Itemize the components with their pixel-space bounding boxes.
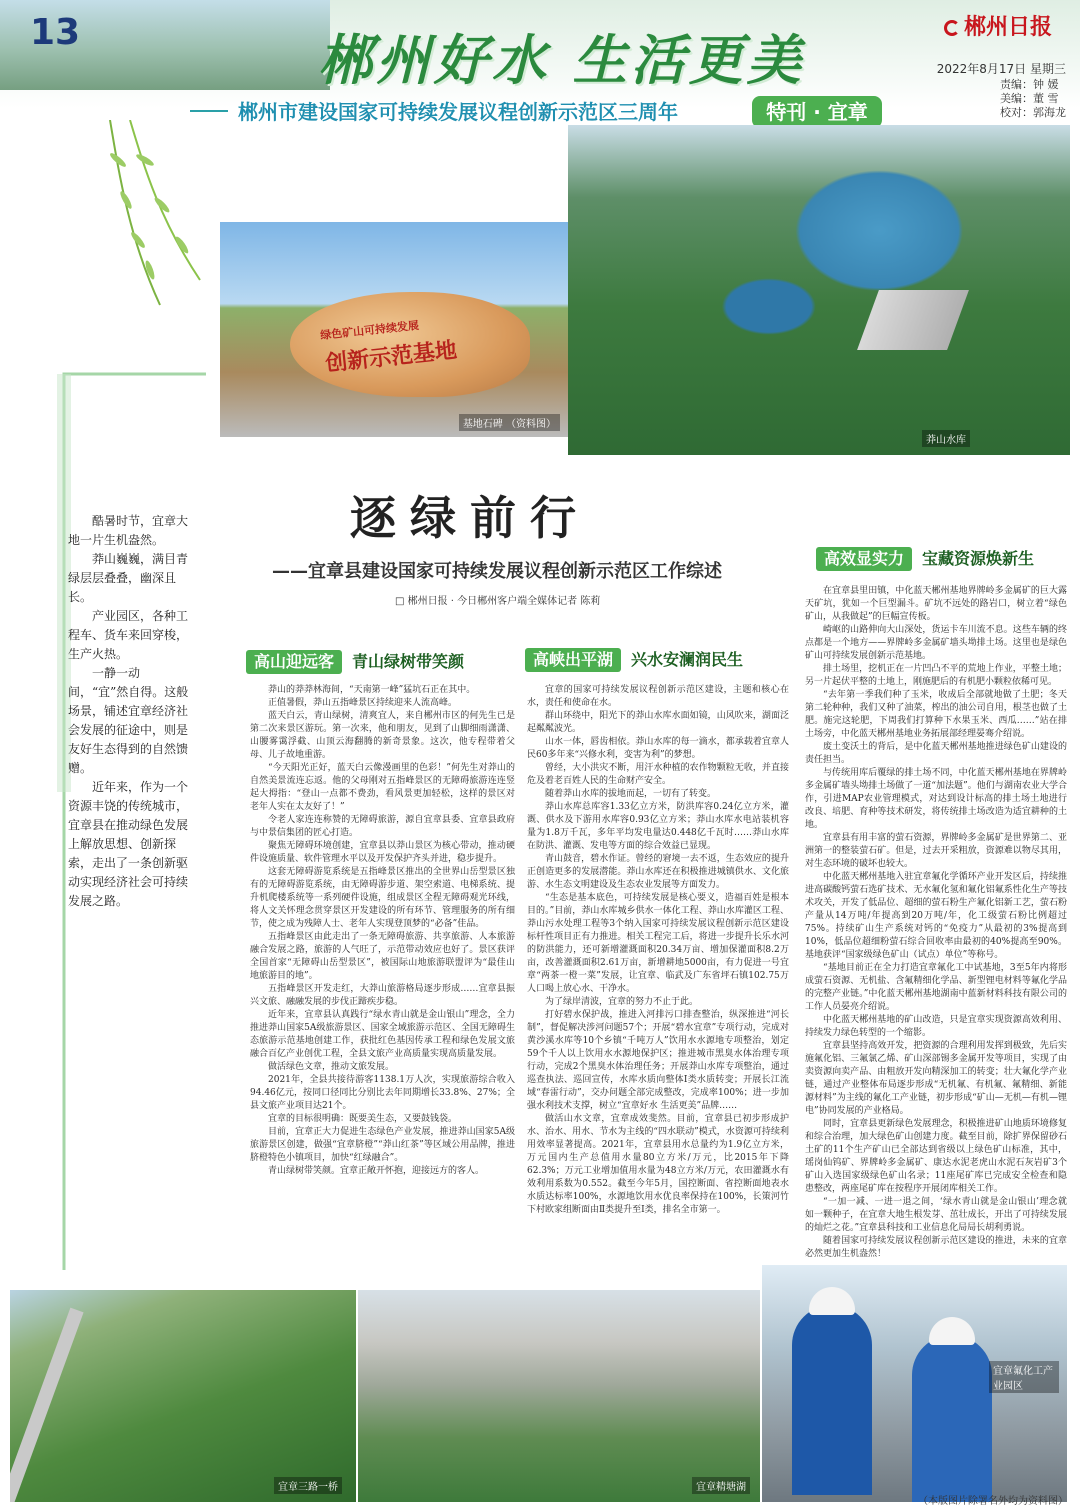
monument-text-line2: 创新示范基地 — [324, 337, 459, 377]
page-header — [0, 0, 1080, 135]
section-header-3 — [816, 547, 1034, 571]
monument-text-line1: 绿色矿山可持续发展 — [319, 318, 420, 343]
editor-line: 美编：董 雪 — [1000, 92, 1059, 105]
worker-figure — [912, 1335, 992, 1502]
special-issue-tag: 特刊 · 宜章 — [752, 96, 882, 128]
body-paragraph: 蓝天白云，青山绿树，清爽宜人，来自郴州市区的何先生已是第二次来景区游玩。第一次来，他和朋友，见到了山脚细雨潇潇、山腰雾霭浮截、山顶云海翻腾的新奇景象。这次，他专程带着父母、儿子故地重游。 — [250, 711, 515, 760]
photo-caption: 宜章氟化工产业园区 — [989, 1361, 1059, 1393]
article-title: 逐绿前行 — [350, 491, 590, 545]
photo-caption: 莽山水库 — [922, 430, 970, 447]
subtitle-dash — [190, 110, 228, 112]
photo-caption: 基地石碑 （资料图） — [459, 414, 560, 431]
body-paragraph: “基地目前正在全力打造宜章氟化工中试基地，3至5年内将形成萤石资源、无机盐、含氟精细化学品、新型锂电材料等氟化学品的完整产业链。”中化蓝天郴州基地湖南中蓝新材料科技有限公司的工作人员晏亮介绍说。 — [805, 963, 1067, 1012]
page-number: 13 — [30, 12, 81, 53]
willow-branch-icon — [90, 120, 220, 310]
body-paragraph: 与传统用库后覆绿的排土场不同，中化蓝天郴州基地在界牌岭多金属矿墙头坳排土场做了一道“加法题”。他们与湖南农业大学合作，引进MAP农业管理模式，对达到设计标高的排土场土地进行改良、培肥、育种等技术研发，将传统排土场改造为适宜耕种的土地。 — [805, 768, 1067, 830]
photo-caption: 宜章三路一桥 — [274, 1477, 342, 1494]
body-paragraph: 正值暑假，莽山五指峰景区持续迎来人流高峰。 — [268, 698, 458, 708]
body-paragraph: 中化蓝天郴州基地的矿山改造，只是宜章实现资源高效利用、持续发力绿色转型的一个缩影。 — [805, 1015, 1067, 1038]
body-paragraph: 山水一体，唇齿相依。莽山水库的每一滴水，都承载着宜章人民60多年来“兴修水利，变害为利”的梦想。 — [527, 737, 789, 760]
body-paragraph: 随着莽山水库的拔地而起，一切有了转变。 — [545, 789, 717, 799]
section-title: 青山绿树带笑颜 — [352, 652, 465, 671]
body-paragraph: 2021年，全县共接待游客1138.1万人次，实现旅游综合收入94.46亿元，按同口径同比分别比去年同期增长33.8%、27%；全县文旅产业项目达21个。 — [250, 1075, 515, 1111]
body-paragraph: 同时，宜章县更新绿色发展理念，积极推进矿山地质环境修复和综合治理，加大绿色矿山创建力度。截至目前，除扩界保留砂石土矿的11个生产矿山已全部达到省级以上绿色矿山标准，其中，瑶岗仙钨矿、界牌岭多金属矿、康达水泥老虎山水泥石灰岩矿3个矿山入选国家级绿色矿山名录；11座尾矿库已完成安全检查和隐患整改，两座尾矿库在按程序开展闭库相关工作。 — [805, 1119, 1067, 1194]
editor-line: 校对：郭海龙 — [1000, 106, 1066, 119]
issue-date: 2022年8月17日 星期三 — [936, 62, 1066, 76]
body-paragraph: 群山环绕中，阳光下的莽山水库水面如镜，山风吹来，湖面泛起粼粼波光。 — [527, 711, 789, 734]
body-paragraph: 近年来，宜章县认真践行“绿水青山就是金山银山”理念，全力推进莽山国家5A级旅游景区、国家全域旅游示范区、全国无障碍生态旅游示范基地创建工作，获批红色基因传承工程和绿色发展文旅融合百亿产业创优工程，全县文旅产业高质量实现高质量发展。 — [250, 1010, 515, 1059]
newspaper-brand — [944, 10, 1052, 41]
helmet-icon — [809, 1287, 855, 1315]
section-tag: 高效显实力 — [816, 547, 912, 571]
photo-yizhang-roads-bridge — [10, 1290, 356, 1502]
body-paragraph: 崎岖的山路伸向大山深处，货运卡车川流不息。这些车辆的终点都是一个地方——界牌岭多金属矿墙头坳排土场。这里也是绿色矿山可持续发展创新示范基地。 — [805, 625, 1067, 661]
section-title: 兴水安澜润民生 — [631, 650, 744, 669]
intro-paragraph: 莽山巍巍，满目青绿层层叠叠，幽深且长。 — [68, 552, 189, 604]
body-paragraph: 聚焦无障碍环境创建，宜章县以莽山景区为核心带动，推动硬件设施质量、软件管理水平以及开发保护齐头并进，稳步提升。 — [250, 841, 515, 864]
body-paragraph: 宜章县有用丰富的萤石资源，界牌岭多金属矿是世界第二、亚洲第一的整装萤石矿。但是，过去开采粗放，资源难以物尽其用，对生态环境的破坏也较大。 — [805, 833, 1067, 869]
body-paragraph: 中化蓝天郴州基地入驻宜章氟化学循环产业开发区后，持续推进高碳酸钙萤石选矿技术、无水氟化氢和氟化铝氟系性化生产等技术攻关，开发了低品位、超细的萤石粉生产氟化铝新工艺，萤石粉产量从14万吨/年提高到20万吨/年，化工级萤石粉比例超过75%。持续矿山生产系统对钙的“免疫力”从最初的3%提高到10%，低品位超细粉萤石综合回收率由最初的40%提高至90%。基地获评“国家级绿色矿山（试点）单位”等称号。 — [805, 872, 1067, 960]
header-slogan: 郴州好水 生活更美 — [318, 28, 805, 92]
body-paragraph: 宜章县坚持高效开发，把资源的合理利用发挥到极致，先后实施氟化铝、三氟氯乙烯、矿山深部锡多金属开发等项目，实现了由卖资源向卖产品、由粗放开发向精深加工的转变；壮大氟化学产业链，通过产业整体布局逐步形成“无机氟、有机氟、氟精细、新能源材料”为主线的氟化工产业链，初步形成“矿山—无机—有机—锂电”协同发展的产业格局。 — [805, 1041, 1067, 1116]
section-tag: 高峡出平湖 — [525, 648, 621, 672]
photo-credit-note: （本版图片除署名外均为资料图） — [918, 1496, 1068, 1507]
body-paragraph: “生态是基本底色，可持续发展是核心要义，造福百姓是根本目的。”目前，莽山水库城乡供水一体化工程、莽山水库灌区工程、莽山污水处理工程等3个纳入国家可持续发展议程创新示范区建设标杆性项目正有力推进。相关工程完工后，将进一步提升长乐水河的防洪能力，还可新增灌溉面积20.34万亩、增加保灌面积8.2万亩，改善灌溉面积2.61万亩，新增耕地5000亩，有力促进一号宜章“两茶一橙一菜”发展，让宜章、临武及广东省坪石镇102.75万人口喝上放心水、干净水。 — [527, 893, 789, 994]
body-paragraph: 废土变沃土的背后，是中化蓝天郴州基地推进绿色矿山建设的责任担当。 — [805, 742, 1067, 765]
section-title: 宝藏资源焕新生 — [922, 549, 1035, 568]
body-paragraph: “一加一减、一进一退之间，‘绿水青山就是金山银山’理念就如一颗种子，在宜章大地生根发芽、茁壮成长，开出了可持续发展的灿烂之花。”宜章县科技和工业信息化局局长胡利勇说。 — [805, 1197, 1067, 1233]
article-column-1 — [250, 684, 515, 1284]
brand-name: 郴州日报 — [963, 14, 1052, 40]
body-paragraph: 打好碧水保护战，推进入河排污口排查整治，纵深推进“河长制”，督促解决涉河问题57个；开展“碧水宜章”专项行动，完成对黄沙溪水库等10个乡镇“千吨万人”饮用水水源地专项整治，划定59个千人以上饮用水水源地保护区；推进城市黑臭水体治理专项行动，完成2个黑臭水体治理任务；开展莽山水库专项整治，通过巡查执法、巡回宣传，水库水质向整体Ⅰ类水质转变；开展长江流域“春雷行动”，交办问题全部完成整改，完成率100%；进一步加强水利技术支撑，树立“宜章好水 生活更美”品牌…… — [527, 1010, 789, 1111]
body-paragraph: “去年第一季我们种了玉米，收成后全部就地做了土肥；冬天第二轮种种，我们又种了油菜，榨出的油公司自用，根茎也做了土肥。施完这轮肥，下周我们打算种下水果玉米、西瓜……”站在排土场旁，中化蓝天郴州基地业务拓展部经理晏骞介绍说。 — [805, 690, 1067, 739]
intro-paragraph: 酷暑时节，宜章大地一片生机盎然。 — [68, 514, 189, 547]
intro-lede — [68, 512, 198, 911]
body-paragraph: 宜章的目标很明确：既要美生态，又要鼓钱袋。 — [268, 1114, 458, 1124]
brand-logo-icon — [944, 20, 960, 36]
body-paragraph: 青山鼓音，碧水作证。曾经的窘境一去不返，生态效应的提升正创造更多的发展潜能。莽山水库还在积极推进城镇供水、文化旅游、水生态文明建设及生态农业发展等方面发力。 — [527, 854, 789, 890]
highway — [10, 1308, 84, 1502]
photo-caption: 宜章精塘湖 — [692, 1477, 750, 1494]
editor-credits — [1000, 78, 1066, 120]
article-byline: □ 郴州日报 · 今日郴州客户端全媒体记者 陈莉 — [395, 596, 601, 607]
body-paragraph: 莽山的莽莽林海间，“天南第一峰”猛坑石正在其中。 — [268, 685, 476, 695]
header-subtitle: 郴州市建设国家可持续发展议程创新示范区三周年 — [238, 100, 678, 124]
photo-fluorochemical-park — [762, 1265, 1067, 1502]
body-paragraph: 五指峰景区开发走红，大莽山旅游格局逐步形成……宜章县振兴文旅、融融发展的步伐正蹄疾步稳。 — [250, 984, 515, 1007]
body-paragraph: 随着国家可持续发展议程创新示范区建设的推进，未来的宜章必然更加生机盎然！ — [805, 1236, 1067, 1259]
body-paragraph: 做活绿色文章，推动文旅发展。 — [268, 1062, 395, 1072]
body-paragraph: 宜章的国家可持续发展议程创新示范区建设，主题和核心在水，责任和使命在水。 — [527, 685, 789, 708]
section-header-2 — [525, 648, 743, 672]
section-header-1 — [246, 650, 464, 674]
body-paragraph: 为了绿岸清波，宜章的努力不止于此。 — [545, 997, 699, 1007]
body-paragraph: 在宜章县里田镇，中化蓝天郴州基地界牌岭多金属矿的巨大露天矿坑，犹如一个巨型漏斗。矿坑不远处的路岩口，树立着“绿色矿山，从我做起”的巨幅宣传板。 — [805, 586, 1067, 622]
intro-paragraph: 近年来，作为一个资源丰饶的传统城市，宜章县在推动绿色发展上解放思想、创新探索，走出了一条创新驱动实现经济社会可持续发展之路。 — [68, 780, 189, 908]
article-column-3 — [805, 585, 1067, 1275]
intro-paragraph: 产业园区，各种工程车、货车来回穿梭，生产火热。 — [68, 609, 189, 661]
intro-paragraph: 一静一动间，“宜”然自得。这般场景，铺述宜章经济社会发展的征途中，则是友好生态得到的自然馈赠。 — [68, 666, 189, 775]
body-paragraph: 排土场里，挖机正在一片凹凸不平的荒地上作业，平整土地；另一片起伏平整的土地上，刚施肥后的有机肥小颗粒依稀可见。 — [805, 664, 1067, 687]
article-column-2 — [527, 684, 789, 1334]
helmet-icon — [929, 1317, 975, 1345]
body-paragraph: 莽山水库总库容1.33亿立方米，防洪库容0.24亿立方米，灌溉、供水及下游用水库容0.93亿立方米；莽山水库水电站装机容量为1.8万千瓦，多年平均发电量达0.448亿千瓦时……莽山水库在防洪、灌溉、发电等方面的综合效益已显现。 — [527, 802, 789, 851]
photo-jingtang-lake — [358, 1290, 760, 1502]
body-paragraph: “今天阳光正好，蓝天白云像漫画里的色彩！”何先生对莽山的自然美景流连忘返。他的父母刚对五指峰景区的无障碍旅游连连竖起大拇指：“登山一点都不费劲，看风景更加轻松，这样的景区对老年人实在太友好了！” — [250, 763, 515, 812]
section-tag: 高山迎远客 — [246, 650, 342, 674]
editor-line: 责编：钟 媛 — [1000, 78, 1059, 91]
worker-figure — [792, 1305, 872, 1495]
body-paragraph: 目前，宜章正大力促进生态绿色产业发展，推进莽山国家5A级旅游景区创建，做强“宜章脐橙”“莽山红茶”等区域公用品牌，推进脐橙特色小镇项目，加快“红绿融合”。 — [250, 1127, 515, 1163]
body-paragraph: 曾经，大小洪灾不断，用汗水种植的农作物颗粒无收，并直接危及着老百姓人民的生命财产安全。 — [527, 763, 789, 786]
article-subtitle: ——宜章县建设国家可持续发展议程创新示范区工作综述 — [272, 561, 722, 582]
body-paragraph: 这套无障碍游览系统是五指峰景区推出的全世界山岳型景区独有的无障碍游览系统，由无障碍游步道、架空索道、电梯系统、提升机爬楼系统等一系列硬件设施，组成景区全程无障碍观光环线，将人文关怀理念贯穿景区开发建设的所有环节、管理服务的所有细节，使之成为残障人士、老年人实现登顶梦的“必备”佳品。 — [250, 867, 515, 929]
body-paragraph: 五指峰景区由此走出了一条无障碍旅游、共享旅游、人本旅游融合发展之路，旅游的人气旺了，示范带动效应也好了。景区获评全国首家“无障碍山岳型景区”，被国际山地旅游联盟评为“最佳山地旅游目的地”。 — [250, 932, 515, 981]
header-subtitle-band — [190, 96, 750, 126]
body-paragraph: 青山绿树带笑颜。宜章正敞开怀抱，迎接远方的客人。 — [268, 1166, 485, 1176]
body-paragraph: 做活山水文章，宜章成效斐然。目前，宜章县已初步形成护水、治水、用水、节水为主线的“四水联动”模式，水资源可持续利用效率显著提高。2021年，宜章县用水总量约为1.9亿立方米，万元国内生产总值用水量80立方米/万元，比2015年下降62.3%；万元工业增加值用水量为48立方米/万元，农田灌溉水有效利用系数为0.552。截至今年5月，国控断面、省控断面地表水水质达标率100%，水源地饮用水优良率保持在100%，长策河竹下村欧家组断面由Ⅱ类提升至Ⅰ类，排名全市第一。 — [527, 1114, 789, 1215]
dam-structure — [857, 290, 969, 350]
body-paragraph: 令老人家连连称赞的无障碍旅游，源自宜章县委、宜章县政府与中景信集团的匠心打造。 — [250, 815, 515, 838]
